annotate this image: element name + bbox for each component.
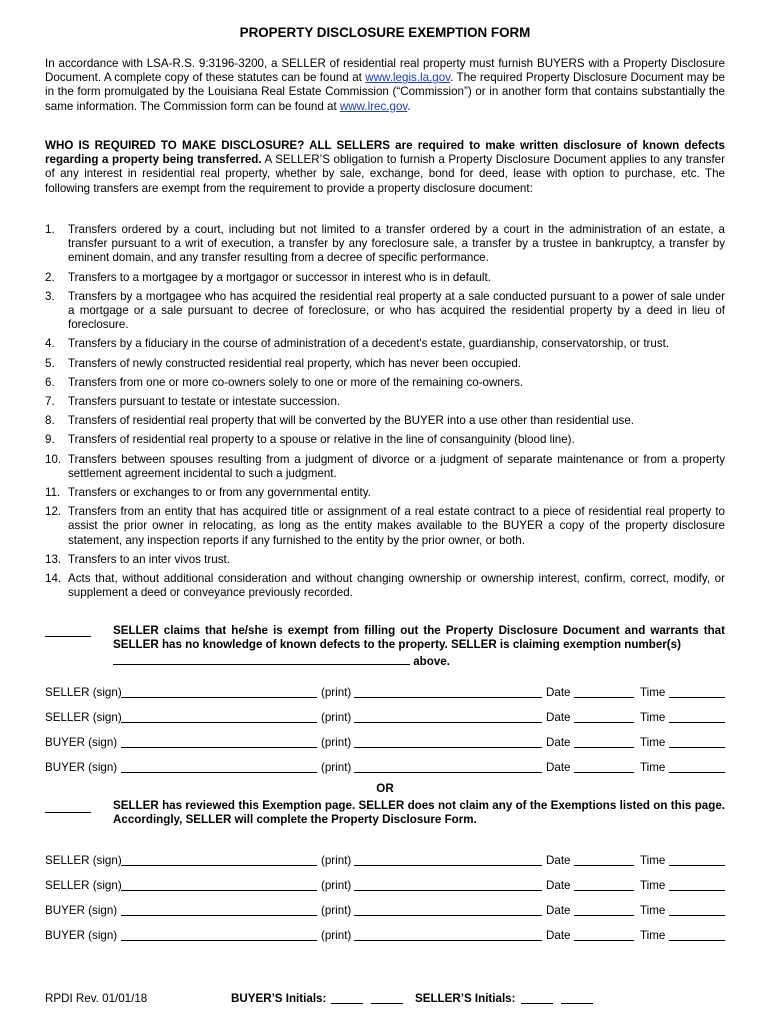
print-label: (print): [321, 736, 352, 749]
seller-initials-label: SELLER’S Initials:: [415, 992, 516, 1005]
date-label: Date: [546, 904, 571, 917]
exemption-number: 10.: [45, 452, 62, 466]
time-label: Time: [640, 879, 666, 892]
exemption-item: [45, 572, 725, 600]
exemption-text: Transfers from one or more co-owners solely to one or more of the remaining co-owners.: [68, 375, 524, 389]
print-label: (print): [321, 854, 352, 867]
exemption-text: Acts that, without additional consideration and without changing ownership or ownership interest, confirm, correct, modify, or supplement a deed or conveyance previously recorded.: [68, 572, 725, 600]
exemption-number: 14.: [45, 572, 62, 586]
date-label: Date: [546, 929, 571, 942]
exemption-item: [45, 337, 725, 351]
signer-role-label: SELLER (sign): [45, 711, 122, 724]
exemption-text: Transfers by a fiduciary in the course of administration of a decedent's estate, guardianship, conservatorship, or trust.: [68, 337, 670, 351]
print-label: (print): [321, 879, 352, 892]
signer-role-label: BUYER (sign): [45, 929, 118, 942]
option1-initial-blank[interactable]: [45, 624, 91, 637]
date-label: Date: [546, 736, 571, 749]
exemption-item: [45, 376, 725, 390]
print-label: (print): [321, 686, 352, 699]
footer: [45, 992, 725, 1006]
exemption-item: [45, 453, 725, 481]
date-label: Date: [546, 686, 571, 699]
option2-initial-blank[interactable]: [45, 800, 91, 813]
exemption-text: Transfers to an inter vivos trust.: [68, 552, 230, 566]
exemption-text: Transfers between spouses resulting from a judgment of divorce or a judgment of separate maintenance or from a property settlement agreement incidental to such a judgment.: [68, 452, 725, 480]
exemption-number: 6.: [45, 375, 55, 389]
time-label: Time: [640, 711, 666, 724]
print-label: (print): [321, 929, 352, 942]
signer-role-label: BUYER (sign): [45, 736, 118, 749]
option1-claim-text: SELLER claims that he/she is exempt from filling out the Property Disclosure Document and warrants that SELLER has no knowledge of known defects to the property. SELLER is claiming exemption number(s): [113, 624, 725, 652]
exemption-item: [45, 486, 725, 500]
time-label: Time: [640, 854, 666, 867]
print-label: (print): [321, 711, 352, 724]
option1-claim-above: above.: [413, 654, 450, 668]
option1-claim: [113, 624, 725, 669]
exemption-number: 7.: [45, 395, 55, 409]
time-label: Time: [640, 761, 666, 774]
exemption-number: 1.: [45, 223, 55, 236]
exemption-number: 3.: [45, 289, 55, 303]
signer-role-label: SELLER (sign): [45, 854, 122, 867]
signature-row: [45, 904, 725, 918]
exemption-number: 2.: [45, 270, 55, 284]
lrec-link[interactable]: www.lrec.gov: [339, 99, 408, 113]
exemption-item: [45, 271, 725, 285]
exemption-text: Transfers ordered by a court, including but not limited to a transfer ordered by a court in the administration of an estate, a transfer pursuant to a writ of execution, a transfer by any foreclosure sale, a transfer by a trustee in bankruptcy, a transfer by eminent domain, and any transfer resulting from a decree of specific performance.: [68, 223, 725, 265]
time-label: Time: [640, 904, 666, 917]
signer-role-label: BUYER (sign): [45, 761, 118, 774]
time-label: Time: [640, 736, 666, 749]
exemption-number: 5.: [45, 356, 55, 370]
exemption-text: Transfers by a mortgagee who has acquired the residential real property at a sale conducted pursuant to a power of sale under a mortgage or a sale pursuant to decree of foreclosure, or who has acquired the residential property by a deed in lieu of foreclosure.: [68, 289, 725, 332]
exemption-number: 8.: [45, 414, 55, 428]
exemption-item: [45, 223, 725, 266]
date-label: Date: [546, 761, 571, 774]
signer-role-label: SELLER (sign): [45, 879, 122, 892]
exemption-number: 11.: [45, 486, 61, 500]
exemption-number: 4.: [45, 337, 55, 351]
exemption-number: 12.: [45, 505, 62, 519]
signature-row: [45, 711, 725, 725]
who-heading: WHO IS REQUIRED TO MAKE DISCLOSURE? ALL SELLERS are required to make written disclosure of known defects regarding a property being transferred.: [45, 139, 725, 167]
exemption-item: [45, 433, 725, 447]
exemption-item: [45, 414, 725, 428]
exemption-item: [45, 290, 725, 333]
time-label: Time: [640, 686, 666, 699]
date-label: Date: [546, 711, 571, 724]
who-paragraph: [45, 139, 725, 196]
print-label: (print): [321, 761, 352, 774]
signature-row: [45, 761, 725, 775]
exemption-text: Transfers of residential real property that will be converted by the BUYER into a use other than residential use.: [68, 414, 635, 428]
exemption-number-blank[interactable]: [113, 653, 410, 665]
signature-row: [45, 854, 725, 868]
exemption-text: Transfers or exchanges to or from any governmental entity.: [68, 486, 371, 500]
legis-link[interactable]: www.legis.la.gov: [365, 71, 451, 85]
exemption-number: 9.: [45, 433, 55, 447]
revision-label: RPDI Rev. 01/01/18: [45, 992, 148, 1005]
exemption-text: Transfers to a mortgagee by a mortgagor or successor in interest who is in default.: [68, 270, 491, 284]
intro-text-3: .: [407, 99, 411, 113]
exemption-text: Transfers pursuant to testate or intestate succession.: [68, 395, 341, 409]
form-title: PROPERTY DISCLOSURE EXEMPTION FORM: [239, 25, 531, 40]
exemption-text: Transfers of residential real property to a spouse or relative in the line of consanguinity (blood line).: [68, 433, 575, 447]
exemption-item: [45, 505, 725, 548]
signer-role-label: BUYER (sign): [45, 904, 118, 917]
print-label: (print): [321, 904, 352, 917]
exemption-item: [45, 553, 725, 567]
intro-text-1: In accordance with LSA-R.S. 9:3196-3200, a SELLER of residential real property must furnish BUYERS with a Property Disclosure Document. A complete copy of these statutes can be found at: [45, 57, 725, 85]
option2-text: SELLER has reviewed this Exemption page. SELLER does not claim any of the Exemptions listed on this page. Accordingly, SELLER will complete the Property Disclosure Form.: [113, 799, 725, 827]
intro-text-2: . The required Property Disclosure Document may be in the form promulgated by the Louisiana Real Estate Commission (“Commission”) or in another form that contains substantially the same information. The Commission form can be found at: [45, 71, 725, 113]
intro-paragraph: [45, 57, 725, 114]
signature-row: [45, 686, 725, 700]
exemption-list: [45, 223, 725, 605]
date-label: Date: [546, 879, 571, 892]
buyer-initials-label: BUYER’S Initials:: [231, 992, 327, 1005]
signature-row: [45, 736, 725, 750]
time-label: Time: [640, 929, 666, 942]
signature-row: [45, 879, 725, 893]
who-text: A SELLER’S obligation to furnish a Property Disclosure Document applies to any transfer of any interest in residential real property, whether by sale, exchange, bond for deed, lease with option to purchase, etc. The following transfers are exempt from the requirement to provide a property disclosure document:: [45, 153, 725, 195]
exemption-item: [45, 395, 725, 409]
signature-row: [45, 929, 725, 943]
exemption-text: Transfers of newly constructed residential real property, which has never been occupied.: [68, 356, 522, 370]
signer-role-label: SELLER (sign): [45, 686, 122, 699]
date-label: Date: [546, 854, 571, 867]
exemption-number: 13.: [45, 552, 62, 566]
buyer-initial-blank-1[interactable]: [331, 992, 363, 1004]
or-label: OR: [376, 782, 394, 795]
exemption-text: Transfers from an entity that has acquired title or assignment of a real estate contract to a piece of residential real property to assist the prior owner in relocating, as long as the entity makes available to the BUYER a copy of the property disclosure statement, any inspection reports if any furnished to the entity by the prior owner, or both.: [68, 505, 725, 547]
exemption-item: [45, 357, 725, 371]
